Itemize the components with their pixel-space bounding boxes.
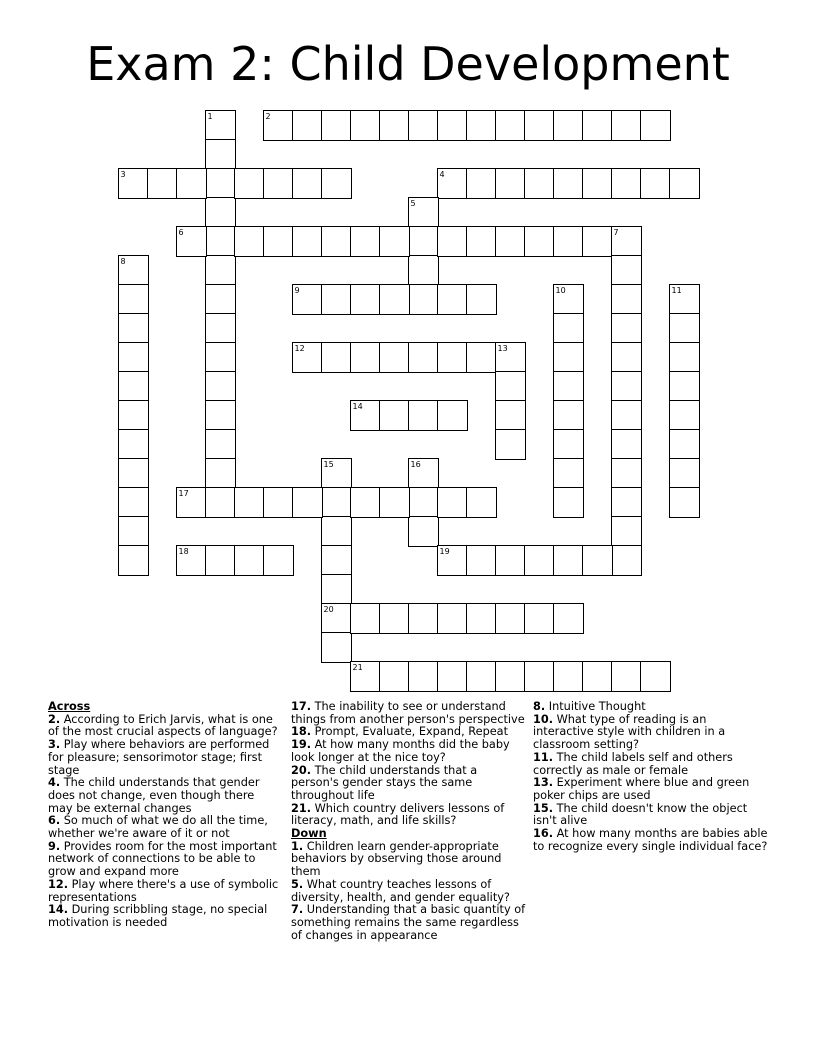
grid-cell[interactable] <box>669 284 700 315</box>
clue-text: At how many months did the baby look longer at the nice toy? <box>291 738 510 764</box>
grid-cell[interactable] <box>234 545 265 576</box>
clue-number: 7 <box>613 227 619 237</box>
clue-number: 20 <box>323 604 334 614</box>
grid-cell[interactable] <box>205 313 236 344</box>
grid-cell[interactable] <box>524 603 555 634</box>
grid-cell[interactable] <box>408 603 439 634</box>
down-clue <box>533 803 769 828</box>
grid-cell[interactable] <box>118 313 149 344</box>
grid-cell[interactable] <box>379 110 410 141</box>
grid-cell[interactable] <box>408 110 439 141</box>
grid-cell[interactable] <box>524 661 555 692</box>
clue-text: Intuitive Thought <box>545 700 646 713</box>
down-clue <box>533 828 769 853</box>
grid-cell[interactable] <box>524 110 555 141</box>
grid-cell[interactable] <box>669 429 700 460</box>
grid-cell[interactable] <box>321 168 352 199</box>
grid-cell[interactable] <box>669 371 700 402</box>
grid-cell[interactable] <box>495 371 526 402</box>
grid-cell[interactable] <box>263 168 294 199</box>
clue-number: 6 <box>178 227 184 237</box>
clue-text: Children learn gender-appropriate behaviors by observing those around them <box>291 839 502 879</box>
clue-text: So much of what we do all the time, whether we're aware of it or not <box>48 814 268 841</box>
grid-cell[interactable] <box>640 168 671 199</box>
grid-cell[interactable] <box>408 342 439 373</box>
grid-cell[interactable] <box>176 487 207 518</box>
grid-cell[interactable] <box>118 429 149 460</box>
clue-number: 15 <box>323 459 334 469</box>
across-header: Across <box>48 700 91 713</box>
grid-cell[interactable] <box>321 110 352 141</box>
clue-number: 16 <box>410 459 421 469</box>
grid-cell[interactable] <box>408 226 439 257</box>
grid-cell[interactable] <box>553 313 584 344</box>
grid-cell[interactable] <box>292 110 323 141</box>
grid-cell[interactable] <box>553 429 584 460</box>
clue-number: 12 <box>294 343 305 353</box>
clue-number: 14 <box>352 401 363 411</box>
clue-number: 12. <box>48 877 69 891</box>
grid-cell[interactable] <box>553 400 584 431</box>
clue-text: During scribbling stage, no special motivation is needed <box>48 903 268 929</box>
clue-number: 11. <box>533 750 554 764</box>
grid-cell[interactable] <box>292 168 323 199</box>
clue-number: 7. <box>291 903 304 917</box>
grid-cell[interactable] <box>495 603 526 634</box>
across-clue <box>48 714 282 739</box>
across-clue <box>48 777 282 815</box>
clues-column-3 <box>533 701 769 853</box>
grid-cell[interactable] <box>553 545 584 576</box>
grid-cell[interactable] <box>321 284 352 315</box>
grid-cell[interactable] <box>437 603 468 634</box>
clue-number: 3 <box>120 169 126 179</box>
grid-cell[interactable] <box>321 226 352 257</box>
grid-cell[interactable] <box>495 545 526 576</box>
grid-cell[interactable] <box>611 110 642 141</box>
clue-number: 10. <box>533 712 554 726</box>
grid-cell[interactable] <box>611 545 642 576</box>
grid-cell[interactable] <box>350 400 381 431</box>
grid-cell[interactable] <box>147 168 178 199</box>
grid-cell[interactable] <box>234 487 265 518</box>
grid-cell[interactable] <box>118 284 149 315</box>
clue-number: 9. <box>48 839 61 853</box>
grid-cell[interactable] <box>234 168 265 199</box>
grid-cell[interactable] <box>611 487 642 518</box>
clue-number: 21. <box>291 801 312 815</box>
grid-cell[interactable] <box>176 545 207 576</box>
grid-cell[interactable] <box>205 487 236 518</box>
across-clue <box>48 815 282 840</box>
grid-cell[interactable] <box>611 284 642 315</box>
across-clue <box>48 904 282 929</box>
clue-number: 15. <box>533 801 554 815</box>
grid-cell[interactable] <box>408 400 439 431</box>
grid-cell[interactable] <box>437 168 468 199</box>
down-clue <box>291 841 527 879</box>
grid-cell[interactable] <box>118 168 149 199</box>
grid-cell[interactable] <box>611 313 642 344</box>
grid-cell[interactable] <box>205 342 236 373</box>
clue-text: At how many months are babies able to recognize every single individual face? <box>533 827 768 853</box>
grid-cell[interactable] <box>350 226 381 257</box>
clue-text: What type of reading is an interactive style with children in a classroom setting? <box>533 712 726 752</box>
grid-cell[interactable] <box>205 458 236 489</box>
grid-cell[interactable] <box>466 603 497 634</box>
grid-cell[interactable] <box>437 226 468 257</box>
grid-cell[interactable] <box>263 545 294 576</box>
grid-cell[interactable] <box>350 110 381 141</box>
grid-cell[interactable] <box>205 197 236 228</box>
grid-cell[interactable] <box>495 168 526 199</box>
clue-text: According to Erich Jarvis, what is one of the most crucial aspects of language? <box>48 712 278 739</box>
grid-cell[interactable] <box>524 226 555 257</box>
grid-cell[interactable] <box>524 168 555 199</box>
grid-cell[interactable] <box>350 603 381 634</box>
grid-cell[interactable] <box>292 284 323 315</box>
grid-cell[interactable] <box>379 603 410 634</box>
grid-cell[interactable] <box>582 226 613 257</box>
grid-cell[interactable] <box>205 545 236 576</box>
grid-cell[interactable] <box>292 226 323 257</box>
grid-cell[interactable] <box>205 371 236 402</box>
clue-number: 3. <box>48 738 61 752</box>
grid-cell[interactable] <box>611 661 642 692</box>
clue-number: 4. <box>48 776 61 790</box>
grid-cell[interactable] <box>553 168 584 199</box>
grid-cell[interactable] <box>553 458 584 489</box>
grid-cell[interactable] <box>321 603 352 634</box>
clue-text: The child labels self and others correctly as male or female <box>533 750 733 777</box>
grid-cell[interactable] <box>118 458 149 489</box>
grid-cell[interactable] <box>118 487 149 518</box>
grid-cell[interactable] <box>640 110 671 141</box>
across-clue <box>48 739 282 777</box>
clue-number: 8 <box>120 256 126 266</box>
clue-number: 6. <box>48 814 61 828</box>
grid-cell[interactable] <box>437 400 468 431</box>
grid-cell[interactable] <box>379 661 410 692</box>
grid-cell[interactable] <box>234 226 265 257</box>
clue-number: 18. <box>291 725 312 739</box>
grid-cell[interactable] <box>379 226 410 257</box>
grid-cell[interactable] <box>263 487 294 518</box>
grid-cell[interactable] <box>205 284 236 315</box>
grid-cell[interactable] <box>553 284 584 315</box>
grid-cell[interactable] <box>466 661 497 692</box>
grid-cell[interactable] <box>437 342 468 373</box>
down-header: Down <box>291 827 327 841</box>
down-clue <box>291 879 527 904</box>
grid-cell[interactable] <box>466 110 497 141</box>
clue-number: 5 <box>410 198 416 208</box>
across-clue <box>291 701 527 726</box>
down-clue <box>291 904 527 942</box>
grid-cell[interactable] <box>466 284 497 315</box>
grid-cell[interactable] <box>640 661 671 692</box>
clue-number: 19. <box>291 738 312 752</box>
grid-cell[interactable] <box>611 226 642 257</box>
across-clue <box>291 739 527 764</box>
grid-cell[interactable] <box>205 139 236 170</box>
clue-number: 2. <box>48 712 61 726</box>
grid-cell[interactable] <box>379 284 410 315</box>
grid-cell[interactable] <box>379 487 410 518</box>
clue-number: 16. <box>533 827 554 841</box>
clue-number: 2 <box>265 111 271 121</box>
grid-cell[interactable] <box>553 661 584 692</box>
clue-text: The child understands that gender does not change, even though there may be external changes <box>48 776 260 815</box>
grid-cell[interactable] <box>205 226 236 257</box>
clue-number: 8. <box>533 700 546 713</box>
grid-cell[interactable] <box>553 110 584 141</box>
grid-cell[interactable] <box>321 458 352 489</box>
clue-number: 17. <box>291 700 312 713</box>
grid-cell[interactable] <box>495 342 526 373</box>
grid-cell[interactable] <box>669 313 700 344</box>
grid-cell[interactable] <box>408 458 439 489</box>
clue-text: What country teaches lessons of diversity, health, and gender equality? <box>291 877 510 904</box>
grid-cell[interactable] <box>321 516 352 547</box>
grid-cell[interactable] <box>524 545 555 576</box>
clue-text: Provides room for the most important network of connections to be able to grow and expand more <box>48 839 277 879</box>
clues-column-1 <box>48 701 282 930</box>
clue-text: Experiment where blue and green poker chips are used <box>533 776 750 802</box>
grid-cell[interactable] <box>466 545 497 576</box>
grid-cell[interactable] <box>321 487 352 518</box>
grid-cell[interactable] <box>205 255 236 286</box>
grid-cell[interactable] <box>466 168 497 199</box>
grid-cell[interactable] <box>408 284 439 315</box>
grid-cell[interactable] <box>118 371 149 402</box>
grid-cell[interactable] <box>611 342 642 373</box>
grid-cell[interactable] <box>408 516 439 547</box>
clue-number: 1. <box>291 839 304 853</box>
grid-cell[interactable] <box>408 197 439 228</box>
grid-cell[interactable] <box>611 516 642 547</box>
grid-cell[interactable] <box>176 168 207 199</box>
page-title: Exam 2: Child Development <box>86 37 730 91</box>
grid-cell[interactable] <box>408 255 439 286</box>
across-clue <box>291 765 527 803</box>
clue-number: 13 <box>497 343 508 353</box>
clue-number: 1 <box>207 111 213 121</box>
grid-cell[interactable] <box>466 226 497 257</box>
grid-cell[interactable] <box>495 110 526 141</box>
clue-text: The child understands that a person's gender stays the same throughout life <box>291 763 478 802</box>
grid-cell[interactable] <box>321 342 352 373</box>
clue-number: 18 <box>178 546 189 556</box>
grid-cell[interactable] <box>205 429 236 460</box>
grid-cell[interactable] <box>582 661 613 692</box>
grid-cell[interactable] <box>611 168 642 199</box>
grid-cell[interactable] <box>292 342 323 373</box>
grid-cell[interactable] <box>437 284 468 315</box>
grid-cell[interactable] <box>118 342 149 373</box>
clue-number: 19 <box>439 546 450 556</box>
clue-number: 9 <box>294 285 300 295</box>
grid-cell[interactable] <box>321 545 352 576</box>
clue-number: 13. <box>533 776 554 790</box>
grid-cell[interactable] <box>553 342 584 373</box>
grid-cell[interactable] <box>669 458 700 489</box>
clue-text: Prompt, Evaluate, Expand, Repeat <box>311 725 509 739</box>
grid-cell[interactable] <box>379 342 410 373</box>
grid-cell[interactable] <box>205 400 236 431</box>
clue-number: 14. <box>48 903 69 917</box>
grid-cell[interactable] <box>611 429 642 460</box>
across-clue <box>291 803 527 828</box>
grid-cell[interactable] <box>553 603 584 634</box>
grid-cell[interactable] <box>553 487 584 518</box>
grid-cell[interactable] <box>611 255 642 286</box>
grid-cell[interactable] <box>437 110 468 141</box>
grid-cell[interactable] <box>495 661 526 692</box>
clues-column-2 <box>291 701 527 942</box>
clue-number: 17 <box>178 488 189 498</box>
grid-cell[interactable] <box>321 574 352 605</box>
grid-cell[interactable] <box>118 516 149 547</box>
clue-number: 4 <box>439 169 445 179</box>
grid-cell[interactable] <box>669 487 700 518</box>
across-clue <box>48 841 282 879</box>
clue-text: Play where there's a use of symbolic representations <box>48 877 279 904</box>
grid-cell[interactable] <box>379 400 410 431</box>
clue-text: The inability to see or understand things from another person's perspective <box>291 700 525 726</box>
down-clue <box>533 752 769 777</box>
grid-cell[interactable] <box>263 110 294 141</box>
grid-cell[interactable] <box>582 168 613 199</box>
clue-text: Understanding that a basic quantity of something remains the same regardless of changes in appearance <box>291 903 526 942</box>
grid-cell[interactable] <box>611 458 642 489</box>
clue-number: 5. <box>291 877 304 891</box>
grid-cell[interactable] <box>669 342 700 373</box>
clue-text: Which country delivers lessons of literacy, math, and life skills? <box>291 801 505 828</box>
grid-cell[interactable] <box>408 487 439 518</box>
grid-cell[interactable] <box>292 487 323 518</box>
clue-number: 21 <box>352 662 363 672</box>
grid-cell[interactable] <box>582 110 613 141</box>
grid-cell[interactable] <box>437 487 468 518</box>
across-clue <box>48 879 282 904</box>
grid-cell[interactable] <box>176 226 207 257</box>
grid-cell[interactable] <box>350 661 381 692</box>
grid-cell[interactable] <box>611 400 642 431</box>
clue-number: 11 <box>671 285 682 295</box>
down-clue <box>533 777 769 802</box>
grid-cell[interactable] <box>669 168 700 199</box>
grid-cell[interactable] <box>582 545 613 576</box>
grid-cell[interactable] <box>495 226 526 257</box>
grid-cell[interactable] <box>118 400 149 431</box>
grid-cell[interactable] <box>495 400 526 431</box>
clue-text: Play where behaviors are performed for pleasure; sensorimotor stage; first stage <box>48 738 270 777</box>
down-clue <box>533 714 769 752</box>
grid-cell[interactable] <box>350 342 381 373</box>
clue-number: 10 <box>555 285 566 295</box>
grid-cell[interactable] <box>553 226 584 257</box>
grid-cell[interactable] <box>350 284 381 315</box>
grid-cell[interactable] <box>321 632 352 663</box>
grid-cell[interactable] <box>408 661 439 692</box>
grid-cell[interactable] <box>118 255 149 286</box>
grid-cell[interactable] <box>669 400 700 431</box>
grid-cell[interactable] <box>205 110 236 141</box>
grid-cell[interactable] <box>611 371 642 402</box>
grid-cell[interactable] <box>495 429 526 460</box>
grid-cell[interactable] <box>437 661 468 692</box>
grid-cell[interactable] <box>466 487 497 518</box>
grid-cell[interactable] <box>263 226 294 257</box>
grid-cell[interactable] <box>205 168 236 199</box>
grid-cell[interactable] <box>350 487 381 518</box>
grid-cell[interactable] <box>118 545 149 576</box>
grid-cell[interactable] <box>553 371 584 402</box>
grid-cell[interactable] <box>466 342 497 373</box>
clue-number: 20. <box>291 763 312 777</box>
clue-text: The child doesn't know the object isn't alive <box>533 801 748 828</box>
grid-cell[interactable] <box>437 545 468 576</box>
